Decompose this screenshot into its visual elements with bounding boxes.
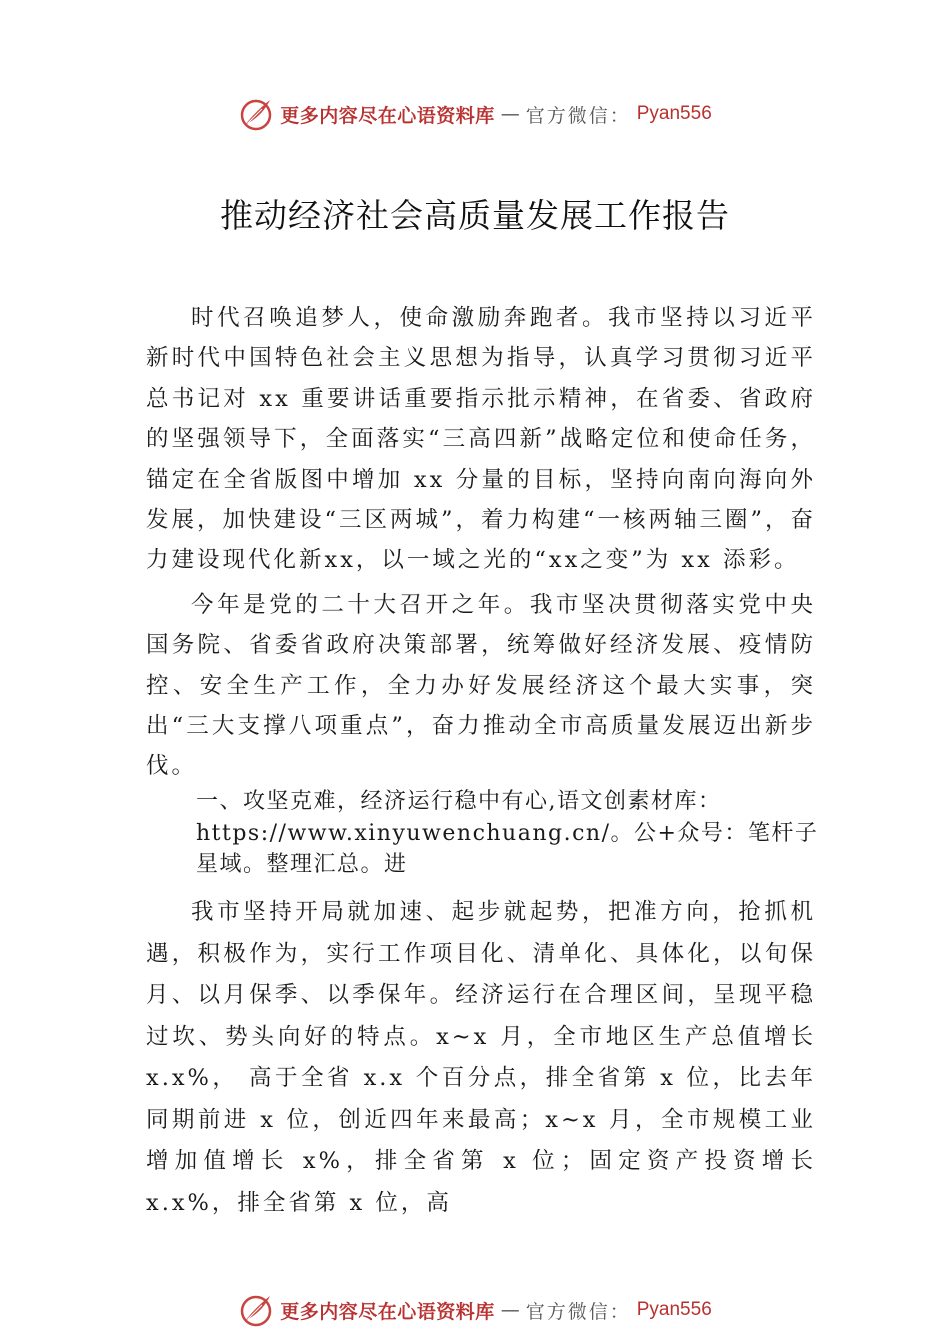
banner-separator: —: [500, 1299, 520, 1321]
paragraph-economy: 我市坚持开局就加速、起步就起势，把准方向，抢抓机遇，积极作为，实行工作项目化、清单化、具体化，以旬保月、以月保季、以季保年。经济运行在合理区间，呈现平稳过坎、势头向好的特点。x~x 月，全市地区生产总值增长 x.x%， 高于全省 x.x 个百分点，排全省第 x 位，比去年同期前进 x 位，创近四年来最高；x~x 月，全市规模工业增加值增长 x%，排全省第 x 位；固定资产投资增长 x.x%，排全省第 x 位，高: [146, 899, 816, 1216]
banner-wechat-id: Pyan556: [636, 103, 712, 124]
bottom-watermark-banner: [0, 1290, 950, 1330]
banner-library-text: 更多内容尽在心语资料库: [280, 1300, 495, 1323]
section-body: [146, 892, 816, 1224]
feather-pen-logo-icon: [238, 1292, 274, 1328]
feather-pen-logo-icon: [238, 96, 274, 132]
document-body: [146, 298, 816, 787]
paragraph-intro: 时代召唤追梦人，使命激励奔跑者。我市坚持以习近平新时代中国特色社会主义思想为指导，认真学习贯彻习近平总书记对 xx 重要讲话重要指示批示精神，在省委、省政府的坚强领导下，全面落实“三高四新”战略定位和使命任务，锚定在全省版图中增加 xx 分量的目标，坚持向南向海向外发展，加快建设“三区两城”，着力构建“一核两轴三圈”，奋力建设现代化新xx，以一域之光的“xx之变”为 xx 添彩。: [146, 305, 817, 574]
banner-wechat-id: Pyan556: [636, 1299, 712, 1320]
paragraph-this-year: 今年是党的二十大召开之年。我市坚决贯彻落实党中央国务院、省委省政府决策部署，统筹做好经济发展、疫情防控、安全生产工作，全力办好发展经济这个最大实事，突出“三大支撑八项重点”，奋力推动全市高质量发展迈出新步伐。: [146, 591, 816, 780]
document-title: 推动经济社会高质量发展工作报告: [220, 196, 730, 235]
banner-library-text: 更多内容尽在心语资料库: [280, 104, 495, 127]
banner-separator: —: [500, 103, 520, 125]
section-heading: 一、攻坚克难，经济运行稳中有心,语文创素材库：https://www.xinyuwenchuang.cn/。公+众号：笔杆子星域。整理汇总。进: [196, 789, 819, 877]
banner-wechat-label: 官方微信：: [525, 104, 631, 127]
top-watermark-banner: [0, 94, 950, 134]
banner-wechat-label: 官方微信：: [525, 1300, 631, 1323]
